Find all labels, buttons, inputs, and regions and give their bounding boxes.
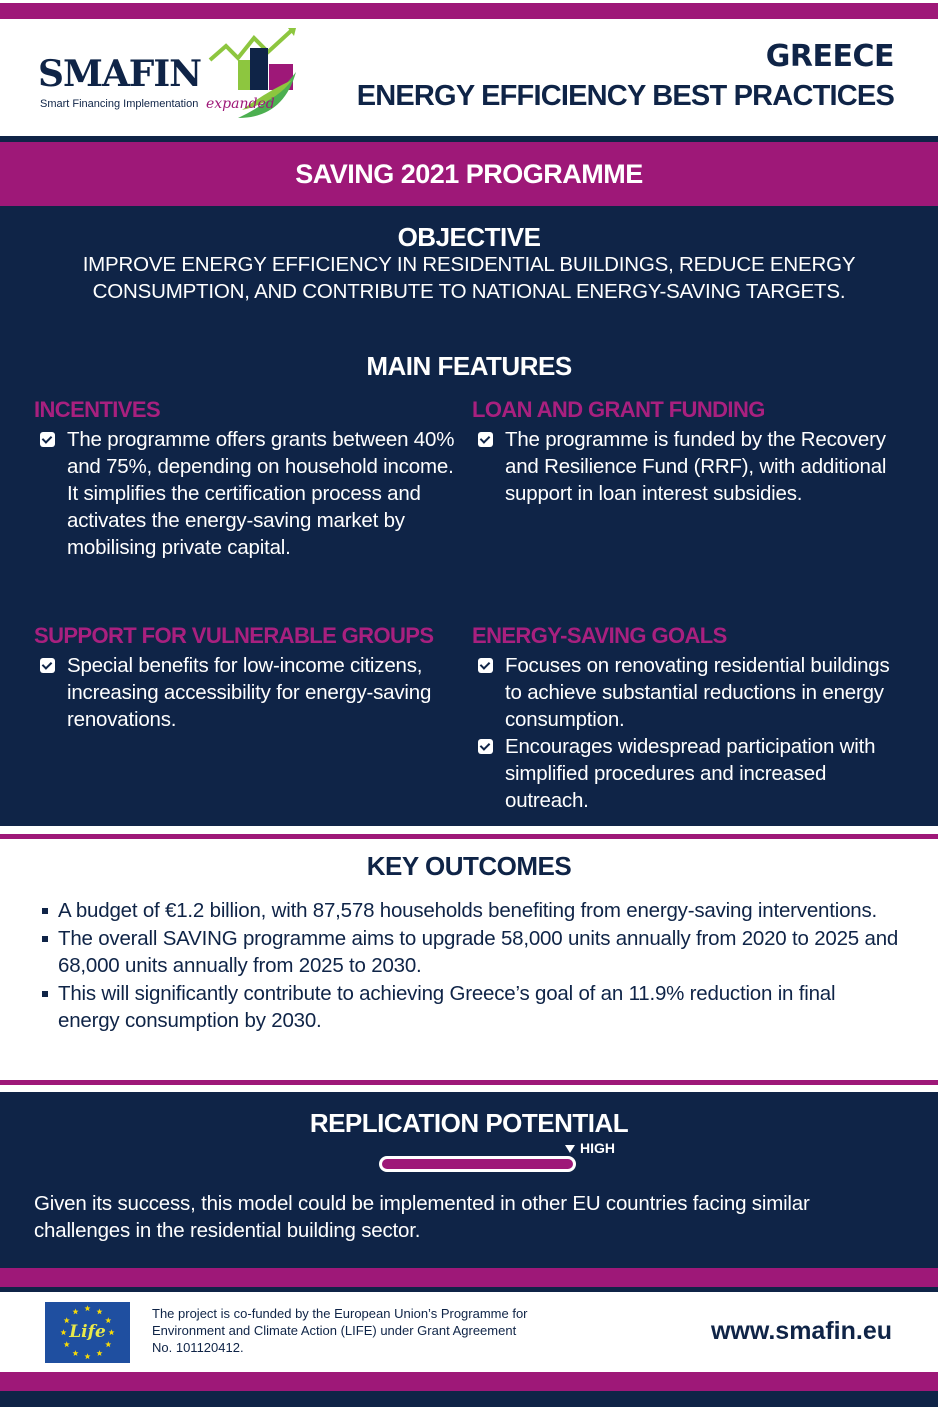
level-marker-icon [565, 1145, 575, 1153]
bullet-icon [42, 991, 48, 997]
footer-band [0, 1372, 938, 1391]
outcome-text: A budget of €1.2 billion, with 87,578 households benefiting from energy-saving interventions. [58, 899, 878, 922]
checkbox-icon [40, 432, 55, 447]
feature-item: The programme offers grants between 40% and 75%, depending on household income. It simplifies the certification process and activates the energy-saving market by mobilising private capital. [67, 428, 455, 559]
life-eu-logo [45, 1302, 130, 1363]
outcome-text: This will significantly contribute to achieving Greece’s goal of an 11.9% reduction in final energy consumption by 2030. [58, 982, 836, 1032]
series-title: ENERGY EFFICIENCY BEST PRACTICES [356, 80, 894, 112]
objective-text: IMPROVE ENERGY EFFICIENCY IN RESIDENTIAL BUILDINGS, REDUCE ENERGY CONSUMPTION, AND CONTRIBUTE TO NATIONAL ENERGY-SAVING TARGETS. [82, 253, 856, 303]
feature-heading: INCENTIVES [34, 397, 161, 422]
eu-star [73, 1350, 79, 1356]
country-title: GREECE [765, 39, 894, 74]
main-features-title: MAIN FEATURES [366, 351, 572, 381]
logo-script: expanded [206, 96, 275, 112]
objective-title: OBJECTIVE [397, 222, 541, 252]
feature-heading: ENERGY-SAVING GOALS [472, 623, 727, 648]
key-outcomes-list [42, 897, 902, 1034]
eu-star [97, 1309, 103, 1315]
main-section [0, 206, 938, 826]
feature-item: Special benefits for low-income citizens, increasing accessibility for energy-saving renovations. [67, 654, 432, 731]
key-outcomes-title: KEY OUTCOMES [366, 851, 572, 881]
replication-level-label: HIGH [580, 1140, 615, 1156]
replication-level-fill [382, 1159, 573, 1169]
footer-band [0, 1391, 938, 1407]
divider [0, 834, 938, 839]
feature-item: Encourages widespread participation with simplified procedures and increased outreach. [505, 735, 876, 812]
bullet-icon [42, 936, 48, 942]
programme-title: SAVING 2021 PROGRAMME [295, 158, 643, 189]
eu-star [73, 1309, 79, 1315]
life-logo-text: Life [69, 1322, 106, 1342]
feature-energy-saving-goals [472, 623, 902, 814]
funding-statement: The project is co-funded by the European Union’s Programme for Environment and Climate Action (LIFE) under Grant Agreement No. 101120412. [152, 1306, 528, 1355]
eu-star [85, 1353, 91, 1359]
replication-level-bar [379, 1156, 576, 1172]
replication-title: REPLICATION POTENTIAL [309, 1108, 629, 1138]
feature-vulnerable-groups [34, 623, 464, 733]
replication-section [0, 1092, 938, 1268]
logo-tagline: Smart Financing Implementation [40, 98, 199, 110]
eu-star [97, 1350, 103, 1356]
feature-heading: SUPPORT FOR VULNERABLE GROUPS [34, 623, 434, 648]
programme-banner [0, 142, 938, 206]
footer-band [0, 1268, 938, 1287]
eu-star [85, 1305, 91, 1311]
outcome-item [42, 980, 902, 1034]
replication-text: Given its success, this model could be implemented in other EU countries facing similar challenges in the residential building sector. [34, 1192, 810, 1242]
outcome-item [42, 925, 902, 979]
checkbox-icon [478, 658, 493, 673]
checkbox-icon [478, 432, 493, 447]
top-band [0, 3, 938, 19]
divider [0, 1287, 938, 1292]
feature-loan-grant [472, 397, 902, 507]
logo-text: SMAFIN [38, 53, 202, 95]
checkbox-icon [478, 739, 493, 754]
feature-heading: LOAN AND GRANT FUNDING [472, 397, 765, 422]
checkbox-icon [40, 658, 55, 673]
bullet-icon [42, 908, 48, 914]
divider [0, 1080, 938, 1085]
outcome-item [42, 897, 902, 924]
feature-item: Focuses on renovating residential buildings to achieve substantial reductions in energy consumption. [505, 654, 890, 731]
website-link[interactable]: www.smafin.eu [710, 1317, 892, 1345]
feature-incentives [34, 397, 464, 561]
logo [38, 26, 298, 126]
outcome-text: The overall SAVING programme aims to upgrade 58,000 units annually from 2020 to 2025 and 68,000 units annually from 2025 to 2030. [58, 927, 899, 977]
feature-item: The programme is funded by the Recovery and Resilience Fund (RRF), with additional support in loan interest subsidies. [505, 428, 887, 505]
